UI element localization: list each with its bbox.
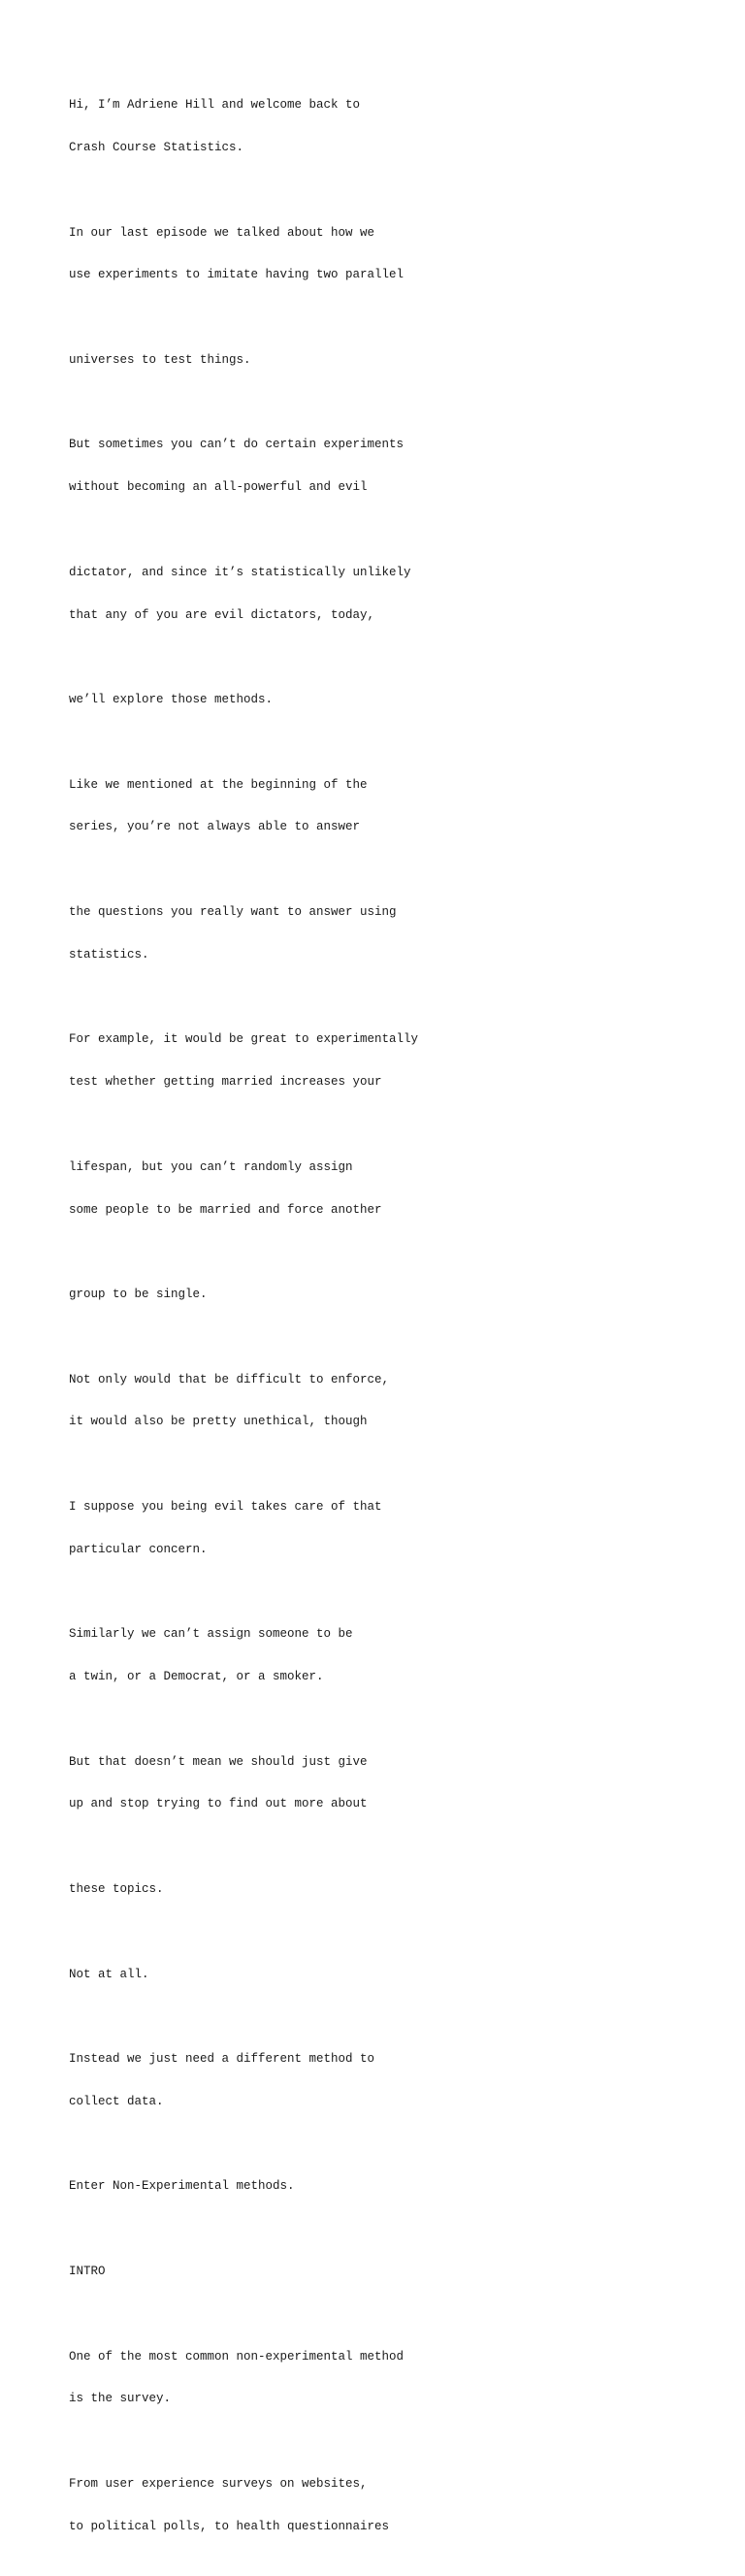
text-line: Like we mentioned at the beginning of the [69,777,368,792]
paragraph [69,2024,709,2137]
paragraph [69,1004,709,1118]
text-line: some people to be married and force another [69,1202,382,1217]
text-line: these topics. [69,1882,164,1896]
text-line: But sometimes you can’t do certain experiments [69,438,405,452]
text-line: One of the most common non-experimental method [69,2349,405,2364]
text-line: universes to test things. [69,352,251,367]
text-line: lifespan, but you can’t randomly assign [69,1159,353,1174]
text-line: But that doesn’t mean we should just give [69,1754,368,1769]
paragraph [69,2151,709,2222]
paragraph [69,1599,709,1712]
paragraph [69,750,709,864]
paragraph [69,538,709,651]
text-line: Crash Course Statistics. [69,140,244,154]
text-line: is the survey. [69,2392,172,2406]
text-line: that any of you are evil dictators, today, [69,607,375,622]
paragraph [69,877,709,991]
text-line: Not at all. [69,1967,149,1981]
paragraph [69,1472,709,1585]
text-line: collect data. [69,2094,164,2108]
text-line: to political polls, to health questionnaires [69,2519,390,2533]
text-line: it would also be pretty unethical, though [69,1415,368,1429]
paragraph [69,1259,709,1330]
paragraph [69,2449,709,2562]
text-line: Hi, I’m Adriene Hill and welcome back to [69,98,361,113]
paragraph [69,2236,709,2307]
text-line: Similarly we can’t assign someone to be [69,1627,353,1642]
text-line: up and stop trying to find out more about [69,1797,368,1811]
paragraph [69,197,709,310]
paragraph [69,2321,709,2434]
text-line: dictator, and since it’s statistically unlikely [69,565,411,579]
text-line: particular concern. [69,1542,208,1556]
text-line: Enter Non-Experimental methods. [69,2179,295,2194]
paragraph [69,70,709,183]
transcript-page [69,70,709,2576]
text-line: INTRO [69,2265,106,2279]
text-line: group to be single. [69,1288,208,1302]
text-line: For example, it would be great to experimentally [69,1032,419,1047]
paragraph [69,325,709,396]
text-line: Instead we just need a different method to [69,2052,375,2067]
text-line: use experiments to imitate having two parallel [69,268,405,282]
paragraph [69,1132,709,1246]
text-line: test whether getting married increases your [69,1075,382,1090]
text-line: we’ll explore those methods. [69,693,274,707]
text-line: without becoming an all-powerful and evil [69,480,368,495]
text-line: statistics. [69,947,149,962]
text-line: I suppose you being evil takes care of that [69,1499,382,1514]
paragraph [69,1854,709,1925]
paragraph [69,409,709,523]
paragraph [69,1939,709,2009]
text-line: From user experience surveys on websites, [69,2476,368,2491]
paragraph [69,1344,709,1457]
paragraph [69,1726,709,1840]
text-line: a twin, or a Democrat, or a smoker. [69,1670,324,1684]
text-line: In our last episode we talked about how we [69,225,375,240]
text-line: series, you’re not always able to answer [69,820,361,834]
text-line: the questions you really want to answer using [69,905,397,920]
text-line: Not only would that be difficult to enforce, [69,1372,390,1386]
paragraph [69,665,709,735]
